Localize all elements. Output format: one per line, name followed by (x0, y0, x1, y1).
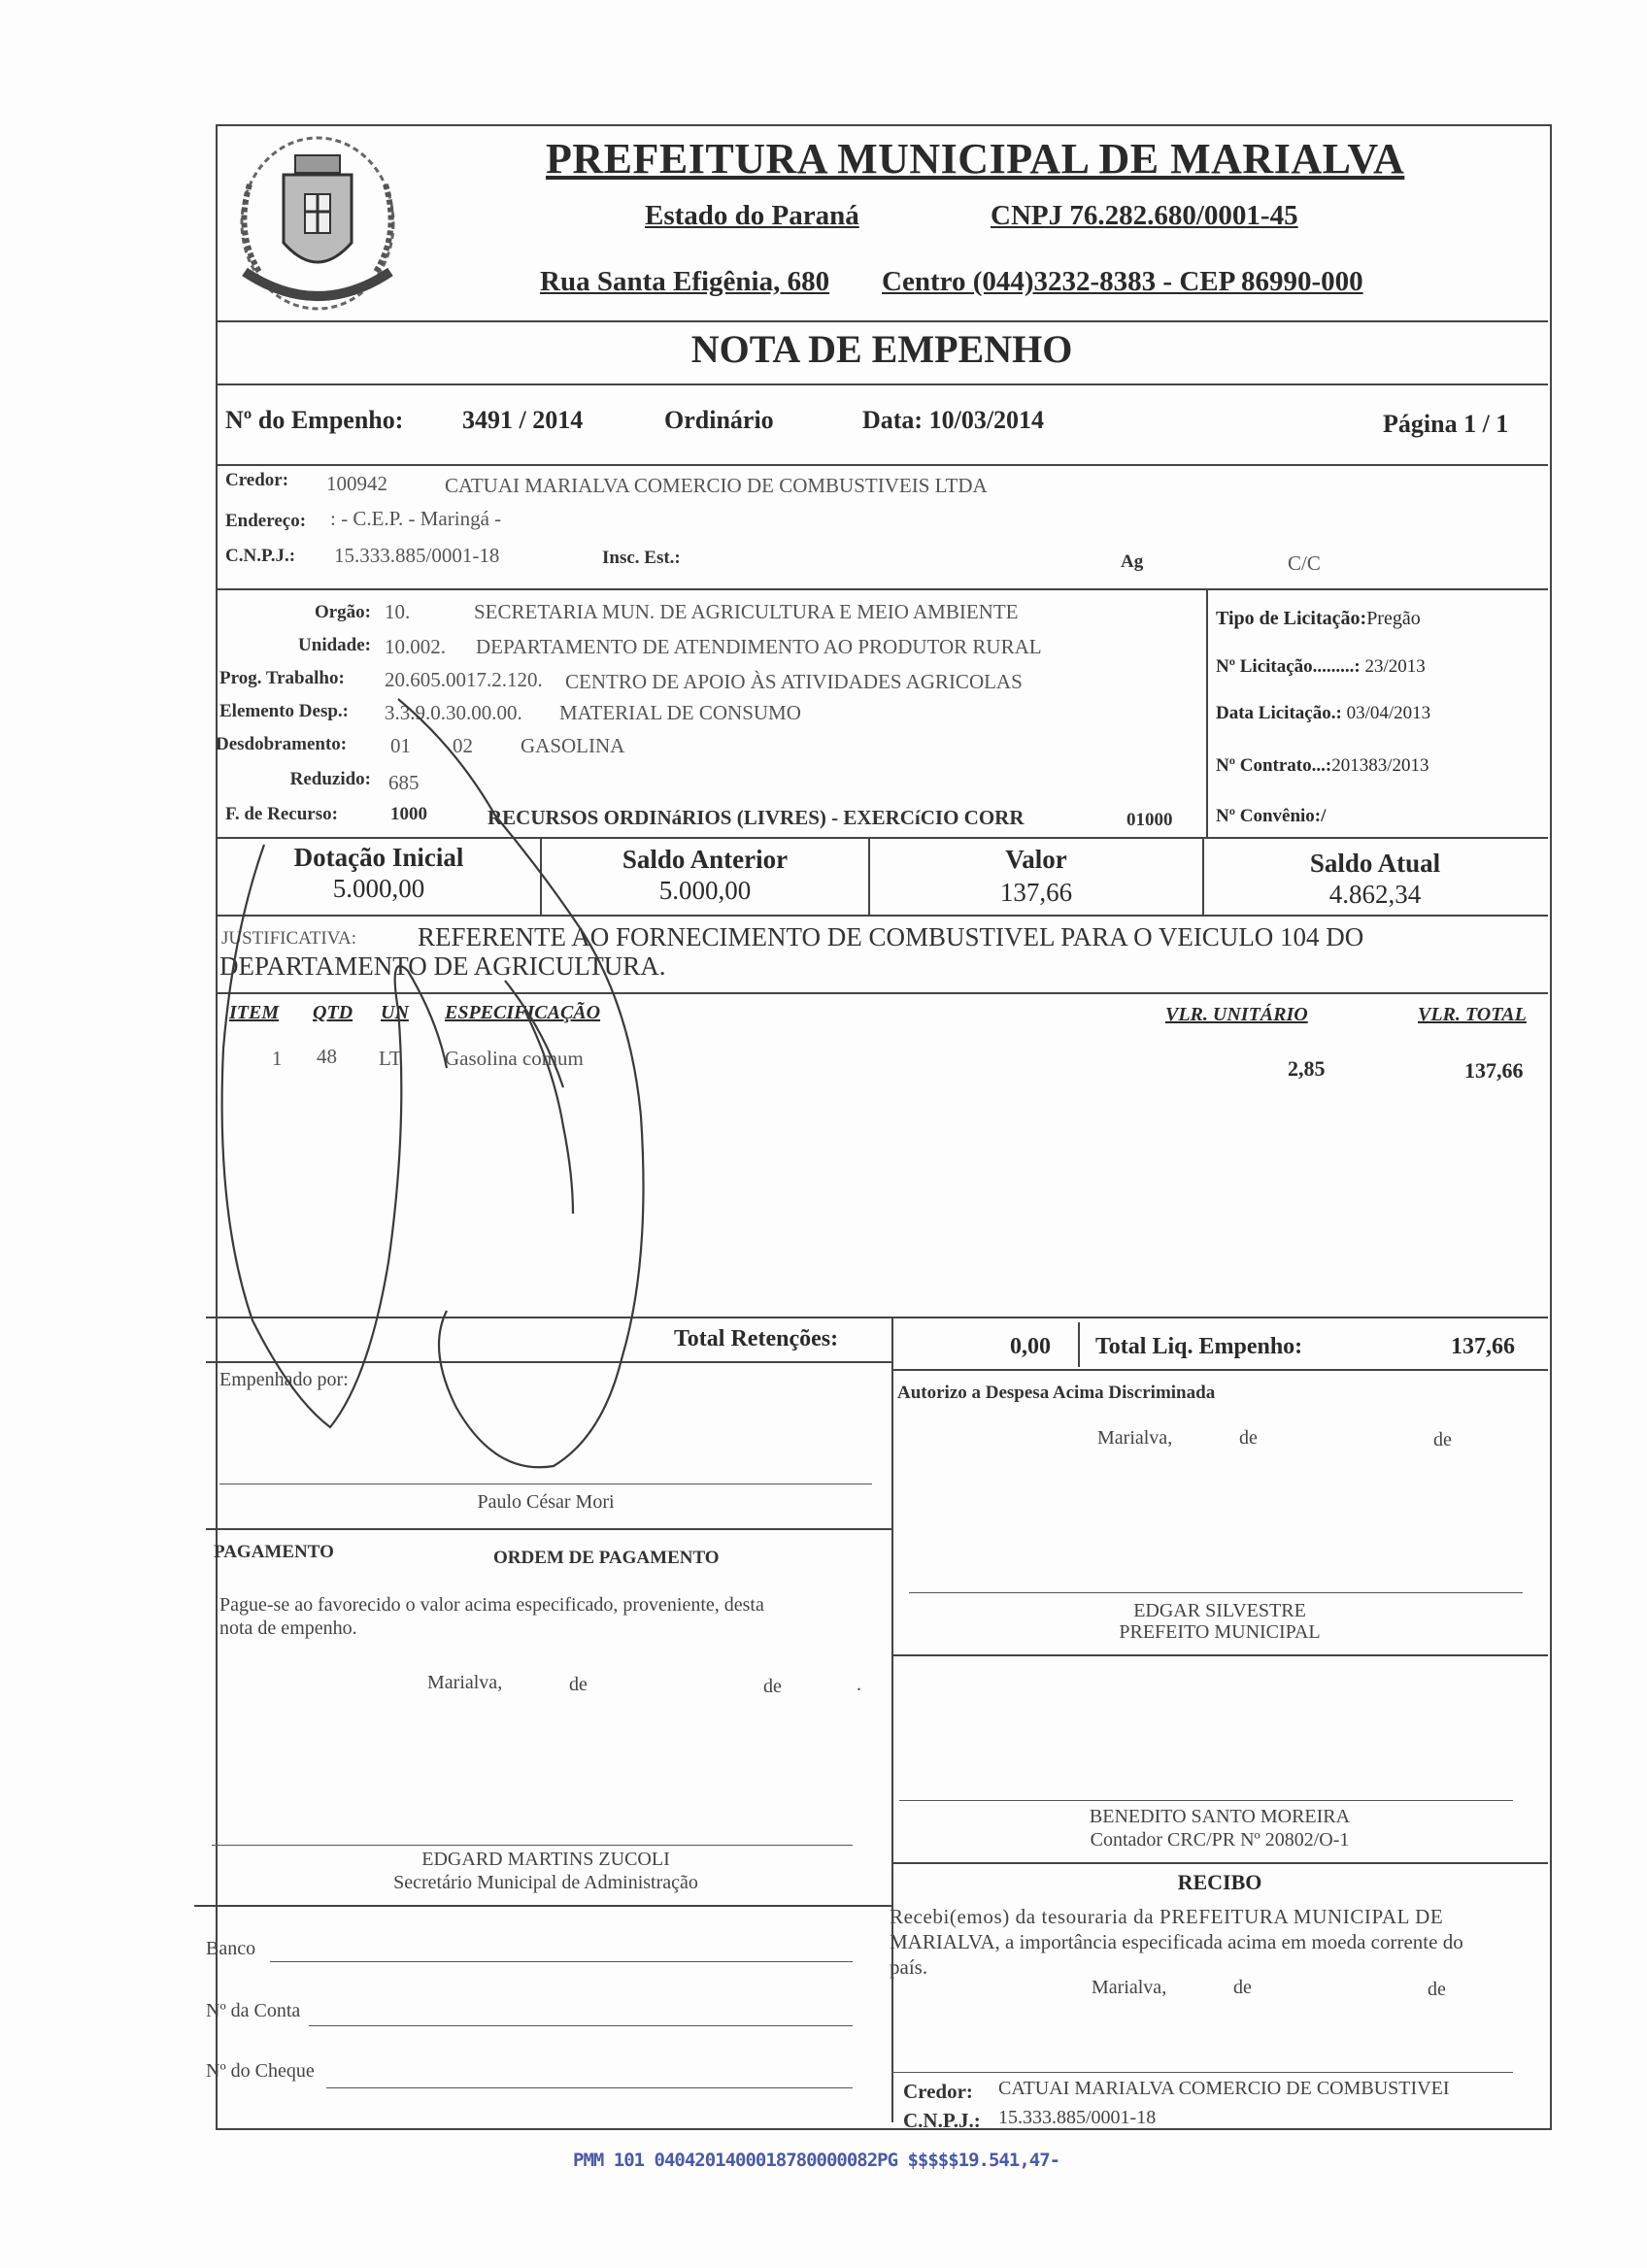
prefeito-name: EDGAR SILVESTRE (1133, 1600, 1306, 1621)
total-liq-label: Total Liq. Empenho: (1095, 1334, 1303, 1359)
col-qtd: QTD (313, 1002, 353, 1023)
empenho-date: Data: 10/03/2014 (862, 406, 1045, 434)
row-qtd: 48 (317, 1045, 337, 1068)
licitacao-convenio: Nº Convênio:/ (1216, 806, 1327, 826)
empenho-number: 3491 / 2014 (462, 406, 584, 434)
reduzido-value: 685 (388, 771, 420, 794)
insc-est-label: Insc. Est.: (602, 548, 681, 568)
recibo-signature-line (891, 2072, 1513, 2073)
licitacao-tipo-value: Pregão (1366, 608, 1421, 629)
recibo-text-2: MARIALVA, a importância especificada acima em moeda corrente do (890, 1930, 1463, 1953)
orgao-desc: SECRETARIA MUN. DE AGRICULTURA E MEIO AMBIENTE (474, 600, 1019, 623)
row-item: 1 (272, 1047, 283, 1070)
desdobramento-1: 01 (390, 734, 411, 757)
recurso-desc: RECURSOS ORDINáRIOS (LIVRES) - EXERCíCIO CORR (487, 806, 1025, 829)
credor-cnpj-label: C.N.P.J.: (225, 546, 296, 566)
secretario-name: EDGARD MARTINS ZUCOLI (421, 1849, 670, 1870)
recibo-text-1: Recebi(emos) da tesouraria da PREFEITURA MUNICIPAL DE (890, 1905, 1444, 1928)
autorizo-city: Marialva, (1097, 1427, 1173, 1449)
empenhado-label: Empenhado por: (219, 1369, 349, 1390)
orgao-code: 10. (385, 600, 411, 623)
prog-label: Prog. Trabalho: (219, 668, 345, 688)
justificativa-label: JUSTIFICATIVA: (221, 928, 357, 949)
licitacao-data-label: Data Licitação.: (1216, 703, 1342, 723)
conta-label: Nº da Conta (206, 2000, 301, 2021)
header-cnpj: CNPJ 76.282.680/0001-45 (991, 200, 1298, 231)
licitacao-contrato-label: Nº Contrato...: (1216, 755, 1332, 776)
empenhado-name: Paulo César Mori (477, 1491, 615, 1513)
pagamento-city: Marialva, (427, 1672, 503, 1693)
prefeito-role: PREFEITO MUNICIPAL (1119, 1621, 1321, 1643)
col-unit-price: VLR. UNITÁRIO (1165, 1004, 1308, 1025)
recibo-de1: de (1233, 1977, 1252, 1998)
address-value: : - C.E.P. - Maringá - (330, 507, 502, 530)
licitacao-tipo-label: Tipo de Licitação: (1216, 608, 1367, 629)
row-unit-price: 2,85 (1288, 1056, 1326, 1081)
recurso-label: F. de Recurso: (225, 804, 338, 824)
ag-label: Ag (1121, 551, 1144, 572)
coat-of-arms (225, 126, 410, 320)
prog-code: 20.605.0017.2.120. (385, 668, 543, 691)
licitacao-num-value: 23/2013 (1364, 656, 1426, 677)
desdobramento-desc: GASOLINA (521, 734, 625, 757)
ordem-pagamento-label: ORDEM DE PAGAMENTO (493, 1548, 720, 1568)
credor-cnpj: 15.333.885/0001-18 (334, 544, 500, 567)
recibo-cnpj-label: C.N.P.J.: (903, 2109, 981, 2132)
licitacao-num (1216, 656, 1426, 678)
recibo-text-3: país. (890, 1955, 928, 1979)
address-label: Endereço: (225, 511, 307, 531)
header-title: PREFEITURA MUNICIPAL DE MARIALVA (546, 135, 1405, 183)
row-total: 137,66 (1464, 1058, 1524, 1083)
total-retencoes: 0,00 (1010, 1334, 1051, 1359)
col-un: UN (381, 1002, 409, 1023)
total-retencoes-label: Total Retenções: (674, 1326, 839, 1351)
header-state: Estado do Paraná (645, 200, 859, 231)
prefeito-signature-line (909, 1592, 1523, 1593)
col-item: ITEM (229, 1002, 280, 1023)
reduzido-label: Reduzido: (289, 769, 371, 789)
cheque-line (326, 2087, 853, 2088)
conta-line (309, 2025, 853, 2026)
elemento-desc: MATERIAL DE CONSUMO (559, 701, 801, 724)
header-address: Rua Santa Efigênia, 680 (540, 266, 830, 297)
saldo-atual-label: Saldo Atual (1309, 849, 1441, 878)
recibo-title: RECIBO (1177, 1870, 1262, 1894)
header-district-phone: Centro (044)3232-8383 - CEP 86990-000 (882, 266, 1363, 297)
unidade-desc: DEPARTAMENTO DE ATENDIMENTO AO PRODUTOR RURAL (476, 635, 1042, 658)
contador-name: BENEDITO SANTO MOREIRA (1089, 1806, 1351, 1827)
footer-code: PMM 101 0404201400018780000082PG $$$$$19.541,47- (573, 2150, 1060, 2171)
contador-role: Contador CRC/PR Nº 20802/O-1 (1090, 1829, 1350, 1851)
dotacao-inicial-label: Dotação Inicial (293, 843, 464, 872)
saldo-atual-value: 4.862,34 (1328, 880, 1422, 909)
licitacao-contrato (1216, 755, 1429, 777)
pagamento-text-1: Pague-se ao favorecido o valor acima especificado, proveniente, desta (219, 1594, 764, 1616)
recibo-credor: CATUAI MARIALVA COMERCIO DE COMBUSTIVEI (998, 2078, 1450, 2099)
recurso-fonte: 01000 (1126, 810, 1173, 830)
saldo-anterior-value: 5.000,00 (658, 876, 752, 905)
banco-line (270, 1961, 853, 1962)
unidade-code: 10.002. (385, 635, 446, 658)
contador-signature-line (899, 1800, 1513, 1801)
licitacao-data-value: 03/04/2013 (1346, 703, 1431, 723)
row-spec: Gasolina comum (445, 1047, 584, 1070)
doc-title: NOTA DE EMPENHO (690, 327, 1073, 371)
valor-label: Valor (1005, 845, 1067, 874)
recurso-code: 1000 (390, 804, 427, 824)
orgao-label: Orgão: (314, 602, 371, 622)
secretario-signature-line (212, 1845, 853, 1846)
pagamento-label: PAGAMENTO (214, 1542, 334, 1562)
total-liq: 137,66 (1451, 1334, 1515, 1359)
col-total: VLR. TOTAL (1418, 1004, 1527, 1025)
licitacao-num-label: Nº Licitação.........: (1216, 656, 1361, 677)
recibo-city: Marialva, (1092, 1977, 1167, 1998)
pagamento-dot: . (857, 1674, 861, 1695)
recibo-de2: de (1428, 1979, 1446, 2000)
desdobramento-label: Desdobramento: (216, 734, 348, 754)
saldo-anterior-label: Saldo Anterior (622, 845, 789, 874)
empenho-number-label: Nº do Empenho: (225, 406, 404, 434)
secretario-role: Secretário Municipal de Administração (393, 1872, 698, 1893)
empenho-page: Página 1 / 1 (1383, 410, 1509, 438)
pagamento-text-2: nota de empenho. (219, 1618, 357, 1639)
credor-label: Credor: (225, 470, 289, 490)
banco-label: Banco (206, 1938, 256, 1959)
credor-name: CATUAI MARIALVA COMERCIO DE COMBUSTIVEIS LTDA (445, 474, 988, 497)
empenho-type: Ordinário (664, 406, 774, 434)
autorizo-de2: de (1433, 1429, 1452, 1451)
recibo-cnpj: 15.333.885/0001-18 (998, 2107, 1157, 2128)
elemento-code: 3.3.9.0.30.00.00. (385, 701, 522, 724)
valor-value: 137,66 (999, 878, 1073, 907)
row-un: LT (379, 1047, 402, 1070)
autorizo-label: Autorizo a Despesa Acima Discriminada (897, 1383, 1216, 1403)
unidade-label: Unidade: (298, 635, 371, 655)
justificativa-line1: REFERENTE AO FORNECIMENTO DE COMBUSTIVEL PARA O VEICULO 104 DO (418, 922, 1364, 951)
licitacao-tipo (1216, 608, 1421, 630)
elemento-label: Elemento Desp.: (219, 701, 349, 721)
credor-code: 100942 (326, 472, 387, 495)
licitacao-contrato-value: 201383/2013 (1331, 755, 1429, 776)
pagamento-de2: de (763, 1676, 782, 1697)
recibo-credor-label: Credor: (903, 2080, 973, 2103)
cc-label: C/C (1288, 551, 1321, 575)
justificativa-line2: DEPARTAMENTO DE AGRICULTURA. (219, 951, 666, 981)
col-spec: ESPECIFICAÇÃO (445, 1002, 601, 1023)
desdobramento-2: 02 (453, 734, 473, 757)
prog-desc: CENTRO DE APOIO ÀS ATIVIDADES AGRICOLAS (565, 670, 1023, 693)
dotacao-inicial-value: 5.000,00 (332, 874, 425, 903)
cheque-label: Nº do Cheque (206, 2060, 315, 2082)
autorizo-de1: de (1239, 1427, 1258, 1449)
licitacao-data (1216, 703, 1430, 724)
pagamento-de1: de (569, 1674, 588, 1695)
